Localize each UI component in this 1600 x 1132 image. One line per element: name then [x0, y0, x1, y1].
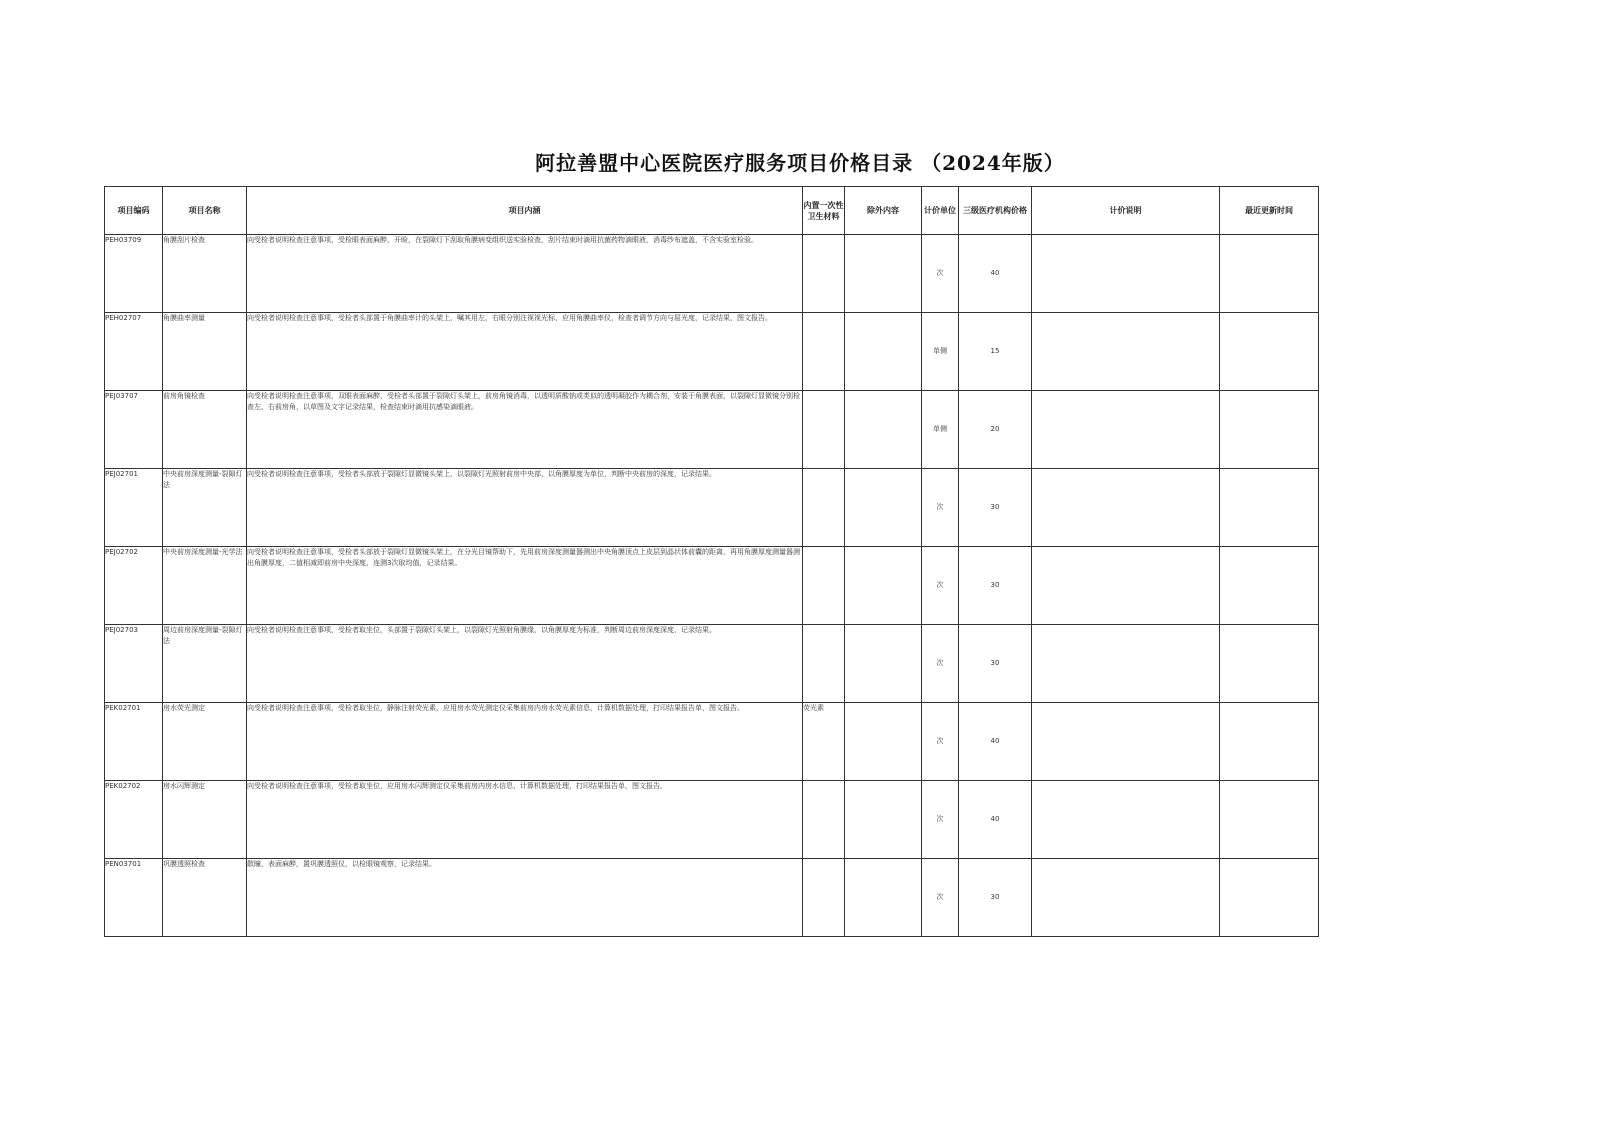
table-row: [105, 469, 1319, 547]
cell-materials: [803, 781, 845, 859]
table-row: [105, 781, 1319, 859]
cell-code: PEH02707: [105, 313, 163, 391]
cell-pricing-note: [1032, 235, 1220, 313]
cell-updated: [1220, 391, 1319, 469]
cell-code: PEJ03707: [105, 391, 163, 469]
cell-content: 向受检者说明检查注意事项，受检者头部置于角膜曲率计的头架上，嘱其用左、右眼分别注视视光标，应用角膜曲率仪，检查者调节方向与屈光度，记录结果，图文报告。: [247, 313, 803, 391]
cell-excluded: [845, 391, 922, 469]
table-row: [105, 313, 1319, 391]
cell-unit: 单侧: [922, 391, 959, 469]
cell-pricing-note: [1032, 703, 1220, 781]
header-unit: 计价单位: [922, 187, 959, 235]
table-row: [105, 235, 1319, 313]
cell-materials: [803, 469, 845, 547]
cell-unit: 次: [922, 703, 959, 781]
cell-name: 周边前房深度测量-裂隙灯法: [163, 625, 247, 703]
cell-code: PEJ02703: [105, 625, 163, 703]
cell-code: PEJ02701: [105, 469, 163, 547]
cell-name: 房水闪辉测定: [163, 781, 247, 859]
cell-updated: [1220, 547, 1319, 625]
cell-pricing-note: [1032, 547, 1220, 625]
table-header-row: [105, 187, 1319, 235]
cell-price: 30: [959, 547, 1032, 625]
cell-code: PEJ02702: [105, 547, 163, 625]
cell-content: 向受检者说明检查注意事项，受检者头部放于裂隙灯显微镜头架上，在分光目镜帮助下，先用前房深度测量器测出中央角膜顶点上皮层到晶状体前囊的距离，再用角膜厚度测量器测出角膜厚度，二值相减即前房中央深度，连测3次取均值，记录结果。: [247, 547, 803, 625]
cell-price: 30: [959, 625, 1032, 703]
cell-materials: [803, 859, 845, 937]
cell-pricing-note: [1032, 313, 1220, 391]
cell-code: PEN03701: [105, 859, 163, 937]
cell-excluded: [845, 781, 922, 859]
cell-excluded: [845, 235, 922, 313]
cell-excluded: [845, 547, 922, 625]
table-row: [105, 859, 1319, 937]
cell-pricing-note: [1032, 391, 1220, 469]
cell-name: 中央前房深度测量-裂隙灯法: [163, 469, 247, 547]
table-row: [105, 391, 1319, 469]
cell-updated: [1220, 235, 1319, 313]
cell-content: 向受检者说明检查注意事项，受检眼表面麻醉，开睑，在裂隙灯下刮取角膜病变组织送实验检查，刮片结束时滴用抗菌药物滴眼液，消毒纱布遮盖，不含实验室检验。: [247, 235, 803, 313]
cell-materials: [803, 313, 845, 391]
cell-materials: [803, 625, 845, 703]
cell-code: PEH03709: [105, 235, 163, 313]
cell-unit: 次: [922, 781, 959, 859]
cell-name: 角膜曲率测量: [163, 313, 247, 391]
cell-name: 巩膜透照检查: [163, 859, 247, 937]
cell-pricing-note: [1032, 781, 1220, 859]
cell-unit: 次: [922, 859, 959, 937]
cell-name: 房水荧光测定: [163, 703, 247, 781]
header-pricing-note: 计价说明: [1032, 187, 1220, 235]
header-price: 三级医疗机构价格: [959, 187, 1032, 235]
table-row: [105, 703, 1319, 781]
cell-updated: [1220, 469, 1319, 547]
cell-content: 向受检者说明检查注意事项，受检者取坐位，静脉注射荧光素，应用房水荧光测定仪采集前房内房水荧光素信息，计算机数据处理，打印结果报告单，图文报告。: [247, 703, 803, 781]
cell-price: 40: [959, 781, 1032, 859]
header-name: 项目名称: [163, 187, 247, 235]
cell-excluded: [845, 313, 922, 391]
cell-content: 向受检者说明检查注意事项，受检者头部放于裂隙灯显微镜头架上，以裂隙灯光照射前房中央部，以角膜厚度为单位，判断中央前房的深度，记录结果。: [247, 469, 803, 547]
cell-updated: [1220, 781, 1319, 859]
cell-content: 向受检者说明检查注意事项，双眼表面麻醉，受检者头部置于裂隙灯头架上，前房角镜消毒，以透明质酸钠或类似的透明凝胶作为耦合剂，安装于角膜表面，以裂隙灯显微镜分别检查左、右前房角，以草图及文字记录结果，检查结束时滴用抗感染滴眼液。: [247, 391, 803, 469]
cell-content: 散瞳，表面麻醉，置巩膜透照仪，以检眼镜观察，记录结果。: [247, 859, 803, 937]
cell-materials: 荧光素: [803, 703, 845, 781]
cell-price: 30: [959, 469, 1032, 547]
cell-materials: [803, 235, 845, 313]
cell-materials: [803, 547, 845, 625]
cell-unit: 次: [922, 235, 959, 313]
cell-content: 向受检者说明检查注意事项，受检者取坐位，头部置于裂隙灯头架上，以裂隙灯光照射角膜缘，以角膜厚度为标准，判断周边前房深度深度，记录结果。: [247, 625, 803, 703]
cell-updated: [1220, 313, 1319, 391]
cell-updated: [1220, 859, 1319, 937]
cell-name: 角膜刮片检查: [163, 235, 247, 313]
header-code: 项目编码: [105, 187, 163, 235]
cell-updated: [1220, 625, 1319, 703]
cell-name: 中央前房深度测量-光学法: [163, 547, 247, 625]
cell-name: 前房角镜检查: [163, 391, 247, 469]
cell-price: 15: [959, 313, 1032, 391]
cell-unit: 次: [922, 547, 959, 625]
cell-price: 40: [959, 703, 1032, 781]
cell-code: PEK02701: [105, 703, 163, 781]
cell-price: 30: [959, 859, 1032, 937]
cell-excluded: [845, 703, 922, 781]
cell-excluded: [845, 859, 922, 937]
header-excluded: 除外内容: [845, 187, 922, 235]
header-updated: 最近更新时间: [1220, 187, 1319, 235]
price-table: [104, 186, 1319, 937]
cell-pricing-note: [1032, 469, 1220, 547]
cell-price: 20: [959, 391, 1032, 469]
cell-content: 向受检者说明检查注意事项，受检者取坐位，应用房水闪辉测定仪采集前房内房水信息，计算机数据处理，打印结果报告单，图文报告。: [247, 781, 803, 859]
cell-unit: 单侧: [922, 313, 959, 391]
cell-updated: [1220, 703, 1319, 781]
header-content: 项目内涵: [247, 187, 803, 235]
document-title: 阿拉善盟中心医院医疗服务项目价格目录 （2024年版）: [535, 151, 1065, 175]
cell-pricing-note: [1032, 625, 1220, 703]
cell-pricing-note: [1032, 859, 1220, 937]
cell-excluded: [845, 625, 922, 703]
header-materials: 内置一次性卫生材料: [803, 187, 845, 235]
table-row: [105, 625, 1319, 703]
cell-unit: 次: [922, 469, 959, 547]
table-row: [105, 547, 1319, 625]
cell-price: 40: [959, 235, 1032, 313]
cell-unit: 次: [922, 625, 959, 703]
cell-excluded: [845, 469, 922, 547]
cell-materials: [803, 391, 845, 469]
cell-code: PEK02702: [105, 781, 163, 859]
